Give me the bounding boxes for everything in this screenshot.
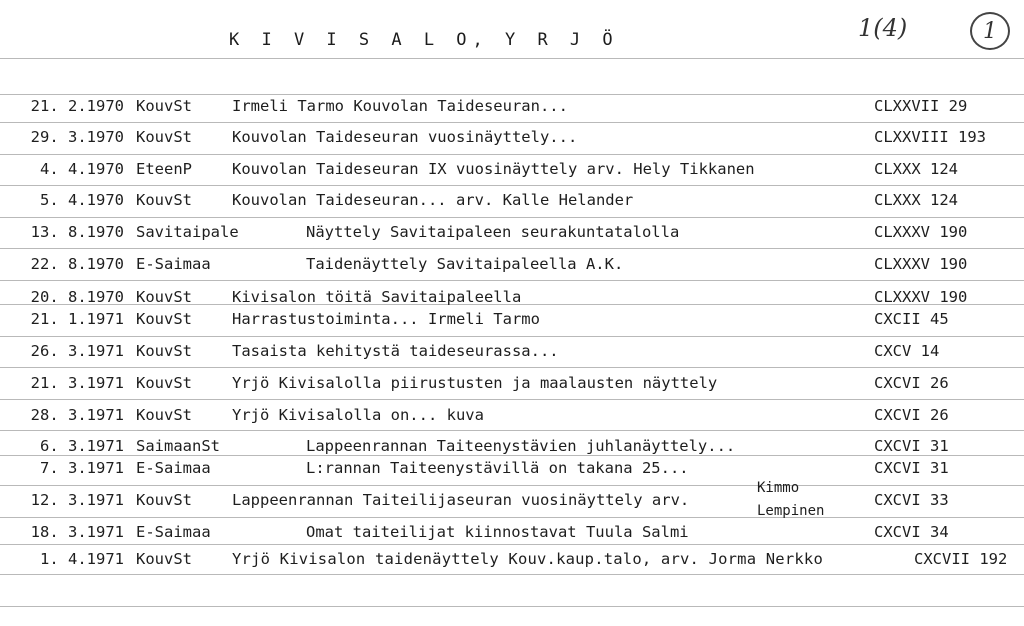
entry-title: Tasaista kehitystä taideseurassa... — [232, 342, 559, 360]
entry-title: Irmeli Tarmo Kouvolan Taideseuran... — [232, 97, 568, 115]
entry-ref: CXCVI 31 — [874, 437, 949, 455]
list-item — [0, 371, 1024, 395]
entry-source: SaimaanSt — [136, 437, 220, 455]
entry-date: 4. 4.1970 — [40, 160, 124, 178]
entry-title: Kivisalon töitä Savitaipaleella — [232, 288, 522, 306]
list-item — [0, 403, 1024, 427]
entry-title: Lappeenrannan Taiteilijaseuran vuosinäyttely arv. — [232, 491, 690, 509]
entry-ref: CLXXX 124 — [874, 191, 958, 209]
entry-ref: CXCVI 26 — [874, 374, 949, 392]
entry-ref: CLXXX 124 — [874, 160, 958, 178]
entry-date: 29. 3.1970 — [30, 128, 124, 146]
entry-date: 21. 1.1971 — [30, 310, 124, 328]
entry-date: 26. 3.1971 — [30, 342, 124, 360]
entry-source: E-Saimaa — [136, 523, 211, 541]
card-title: K I V I S A L O, Y R J Ö — [229, 30, 619, 50]
entry-title: Lappeenrannan Taiteenystävien juhlanäyttely... — [306, 437, 736, 455]
entry-ref: CLXXXV 190 — [874, 223, 968, 241]
entry-source: E-Saimaa — [136, 255, 211, 273]
entry-source: Savitaipale — [136, 223, 239, 241]
entry-source: KouvSt — [136, 288, 192, 306]
rule-line — [0, 367, 1024, 368]
entry-ref: CLXXXV 190 — [874, 255, 968, 273]
entry-ref: CLXXXV 190 — [874, 288, 968, 306]
entry-ref: CXCVI 33 — [874, 491, 949, 509]
rule-line — [0, 544, 1024, 545]
entry-date: 7. 3.1971 — [40, 459, 124, 477]
entry-source: E-Saimaa — [136, 459, 211, 477]
entry-title: Kouvolan Taideseuran vuosinäyttely... — [232, 128, 578, 146]
entry-source: EteenP — [136, 160, 192, 178]
rule-line — [0, 280, 1024, 281]
entry-reviewer-last: Lempinen — [757, 503, 825, 519]
rule-line — [0, 606, 1024, 607]
entry-date: 1. 4.1971 — [40, 550, 124, 568]
entry-title: Harrastustoiminta... Irmeli Tarmo — [232, 310, 540, 328]
list-item — [0, 220, 1024, 244]
entry-title: L:rannan Taiteenystävillä on takana 25... — [306, 459, 689, 477]
entry-title: Näyttely Savitaipaleen seurakuntatalolla — [306, 223, 680, 241]
entry-title: Yrjö Kivisalolla on... kuva — [232, 406, 484, 424]
entry-date: 12. 3.1971 — [30, 491, 124, 509]
entry-ref: CLXXVII 29 — [874, 97, 968, 115]
list-item — [0, 307, 1024, 331]
entry-source: KouvSt — [136, 97, 192, 115]
list-item — [0, 520, 1024, 544]
entry-source: KouvSt — [136, 342, 192, 360]
list-item — [0, 488, 1024, 512]
entry-ref: CXCVI 34 — [874, 523, 949, 541]
entry-date: 13. 8.1970 — [30, 223, 124, 241]
list-item — [0, 285, 1024, 309]
entry-source: KouvSt — [136, 491, 192, 509]
entry-source: KouvSt — [136, 310, 192, 328]
entry-ref: CLXXVIII 193 — [874, 128, 986, 146]
rule-line — [0, 336, 1024, 337]
entry-ref: CXCII 45 — [874, 310, 949, 328]
entry-ref: CXCVI 26 — [874, 406, 949, 424]
list-item — [0, 547, 1024, 571]
list-item — [0, 339, 1024, 363]
list-item — [0, 157, 1024, 181]
list-item — [0, 434, 1024, 458]
rule-line — [0, 485, 1024, 486]
list-item — [0, 94, 1024, 118]
entry-date: 28. 3.1971 — [30, 406, 124, 424]
entry-date: 22. 8.1970 — [30, 255, 124, 273]
entry-title: Yrjö Kivisalon taidenäyttely Kouv.kaup.talo, arv. Jorma Nerkko — [232, 550, 823, 568]
rule-line — [0, 185, 1024, 186]
entry-title: Kouvolan Taideseuran... arv. Kalle Helander — [232, 191, 634, 209]
circled-number-text: 1 — [983, 18, 997, 44]
rule-line — [0, 217, 1024, 218]
circled-number — [970, 12, 1010, 50]
entry-date: 5. 4.1970 — [40, 191, 124, 209]
list-item — [0, 125, 1024, 149]
entry-source: KouvSt — [136, 191, 192, 209]
entry-date: 20. 8.1970 — [30, 288, 124, 306]
entry-source: KouvSt — [136, 406, 192, 424]
entry-ref: CXCVI 31 — [874, 459, 949, 477]
entry-source: KouvSt — [136, 374, 192, 392]
entry-date: 6. 3.1971 — [40, 437, 124, 455]
rule-line — [0, 122, 1024, 123]
entry-reviewer-first: Kimmo — [757, 480, 800, 496]
rule-line — [0, 58, 1024, 59]
entry-source: KouvSt — [136, 550, 192, 568]
page-number: 1(4) — [858, 14, 908, 42]
entry-source: KouvSt — [136, 128, 192, 146]
entry-date: 21. 2.1970 — [30, 97, 124, 115]
entry-title: Kouvolan Taideseuran IX vuosinäyttely arv. Hely Tikkanen — [232, 160, 755, 178]
list-item — [0, 188, 1024, 212]
entry-ref: CXCVII 192 — [914, 550, 1008, 568]
rule-line — [0, 574, 1024, 575]
rule-line — [0, 154, 1024, 155]
entry-date: 21. 3.1971 — [30, 374, 124, 392]
rule-line — [0, 399, 1024, 400]
entry-title: Omat taiteilijat kiinnostavat Tuula Salmi — [306, 523, 689, 541]
list-item — [0, 252, 1024, 276]
entry-title: Yrjö Kivisalolla piirustusten ja maalausten näyttely — [232, 374, 718, 392]
list-item — [0, 456, 1024, 480]
rule-line — [0, 248, 1024, 249]
rule-line — [0, 430, 1024, 431]
entry-ref: CXCV 14 — [874, 342, 940, 360]
entry-date: 18. 3.1971 — [30, 523, 124, 541]
rule-line — [0, 517, 1024, 518]
entry-title: Taidenäyttely Savitaipaleella A.K. — [306, 255, 624, 273]
